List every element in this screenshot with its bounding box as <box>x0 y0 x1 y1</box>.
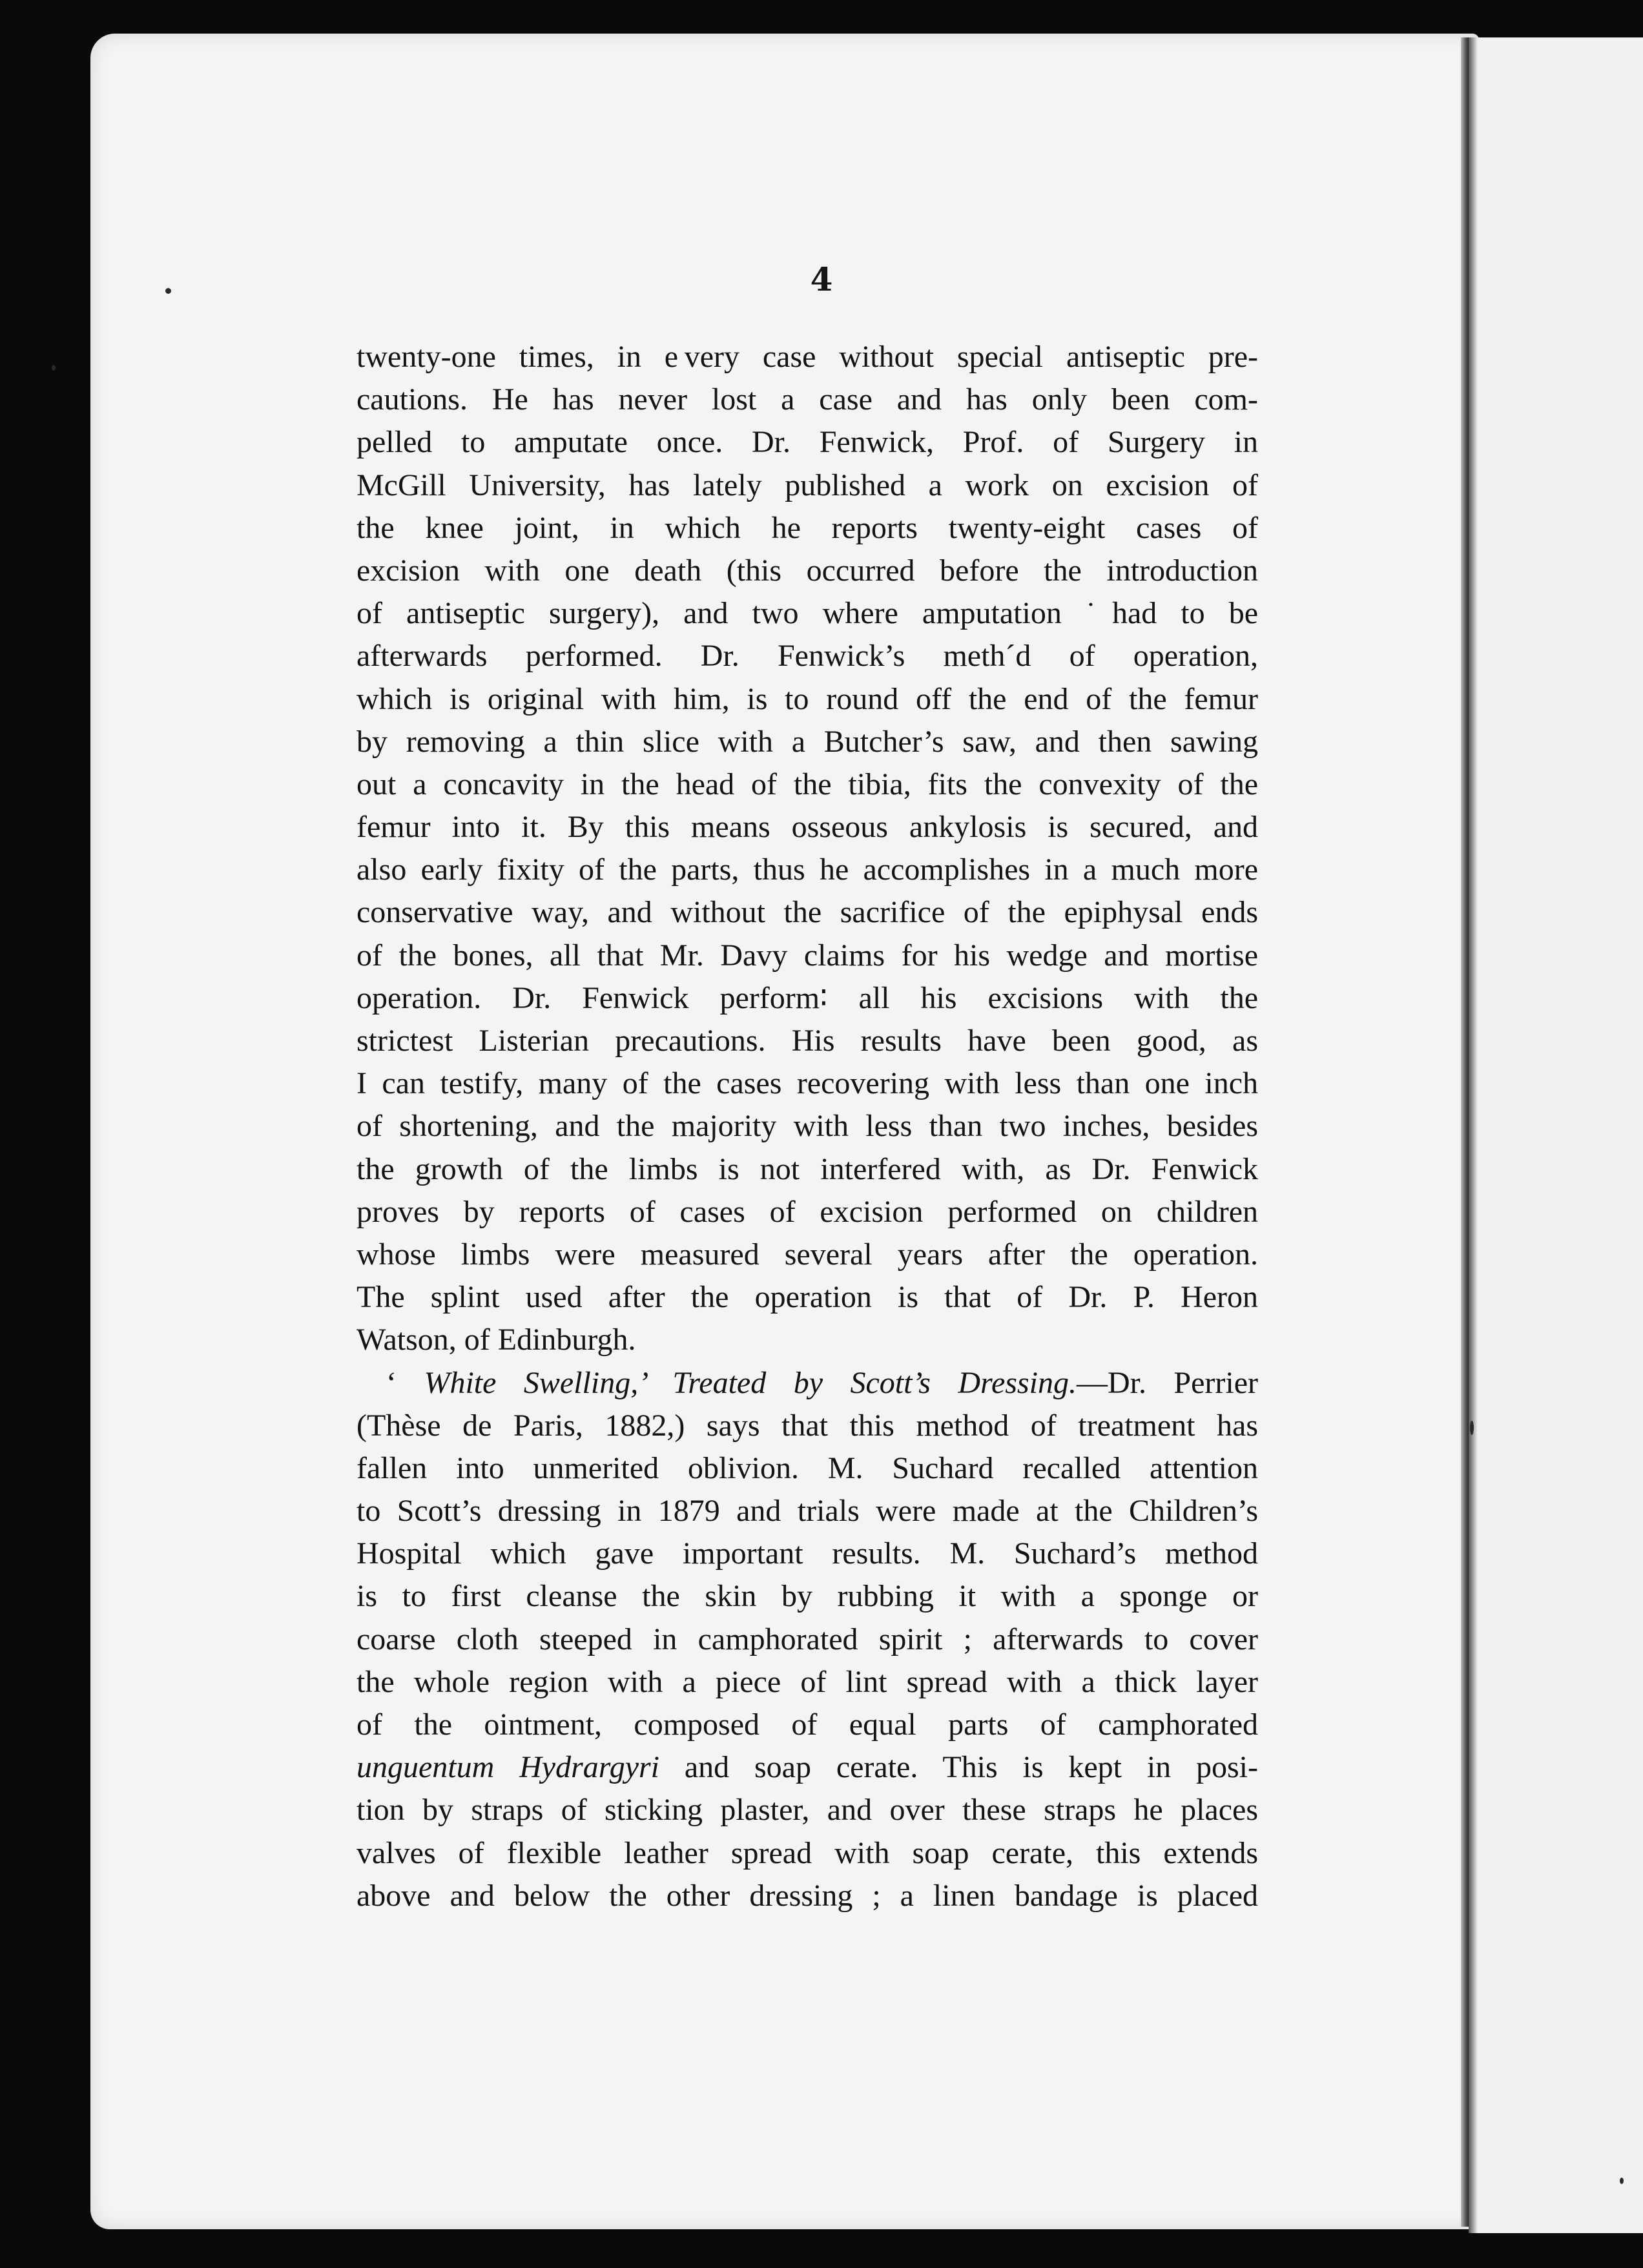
text-segment: twenty-one times, in e very case without special antiseptic pre- <box>356 340 1258 374</box>
text-segment: by removing a thin slice with a Butcher’s saw, and then sawing <box>356 724 1258 759</box>
text-line <box>356 1276 1258 1319</box>
adjacent-page-sliver <box>1469 37 1643 2233</box>
text-segment: of the bones, all that Mr. Davy claims for his wedge and mortise <box>356 938 1258 973</box>
text-segment: conservative way, and without the sacrifice of the epiphysal ends <box>356 895 1258 930</box>
text-line <box>356 934 1258 977</box>
text-line <box>356 1105 1258 1148</box>
text-line <box>356 1191 1258 1233</box>
text-segment: whose limbs were measured several years after the operation. <box>356 1237 1258 1272</box>
text-line <box>356 1875 1258 1917</box>
text-line <box>356 378 1258 421</box>
text-segment: tion by straps of sticking plaster, and over these straps he places <box>356 1793 1258 1828</box>
italic-text: White Swelling,’ Treated by Scott’s Dressing. <box>424 1365 1077 1400</box>
text-line <box>356 1832 1258 1875</box>
text-segment: cautions. He has never lost a case and has only been com- <box>356 382 1258 417</box>
text-line <box>356 1661 1258 1704</box>
page-number: 4 <box>810 260 833 298</box>
text-line <box>356 763 1258 806</box>
text-segment: —Dr. Perrier <box>1076 1365 1258 1400</box>
text-line <box>356 891 1258 934</box>
text-segment: ‘ <box>386 1365 424 1400</box>
text-segment: operation. Dr. Fenwick perform∶ all his excisions with the <box>356 980 1258 1015</box>
text-segment: of antiseptic surgery), and two where amputation ˙had to be <box>356 596 1258 631</box>
text-line <box>356 1704 1258 1746</box>
scan-speck <box>1620 2178 1624 2184</box>
text-line <box>356 1447 1258 1490</box>
text-segment: and soap cerate. This is kept in posi- <box>659 1750 1258 1785</box>
text-segment: which is original with him, is to round off the end of the femur <box>356 681 1258 716</box>
text-segment: afterwards performed. Dr. Fenwick’s meth´d of operation, <box>356 639 1258 674</box>
text-segment: is to first cleanse the skin by rubbing it with a sponge or <box>356 1579 1258 1614</box>
text-segment: of the ointment, composed of equal parts of camphorated <box>356 1707 1258 1742</box>
text-segment: excision with one death (this occurred before the introduction <box>356 553 1258 588</box>
text-line <box>356 592 1258 635</box>
text-line <box>356 1575 1258 1618</box>
text-line <box>356 977 1258 1020</box>
text-line <box>356 1020 1258 1062</box>
text-line <box>356 336 1258 378</box>
text-line <box>356 1148 1258 1191</box>
text-segment: fallen into unmerited oblivion. M. Suchard recalled attention <box>356 1450 1258 1485</box>
text-segment: the knee joint, in which he reports twenty-eight cases of <box>356 510 1258 545</box>
text-segment: pelled to amputate once. Dr. Fenwick, Prof. of Surgery in <box>356 425 1258 460</box>
text-line <box>356 849 1258 891</box>
text-line <box>356 635 1258 677</box>
text-line <box>356 507 1258 550</box>
text-segment: Watson, of Edinburgh. <box>356 1323 636 1357</box>
text-line <box>356 1490 1258 1532</box>
scan-speck <box>1470 1421 1474 1435</box>
text-line <box>356 721 1258 763</box>
text-segment: The splint used after the operation is that of Dr. P. Heron <box>356 1280 1258 1315</box>
text-segment: valves of flexible leather spread with soap cerate, this extends <box>356 1835 1258 1870</box>
text-line <box>356 1532 1258 1575</box>
text-segment: also early fixity of the parts, thus he accomplishes in a much more <box>356 852 1258 887</box>
text-segment: proves by reports of cases of excision performed on children <box>356 1194 1258 1229</box>
body-text <box>356 336 1258 1917</box>
text-line <box>356 550 1258 592</box>
text-line <box>356 806 1258 849</box>
text-segment: to Scott’s dressing in 1879 and trials were made at the Children’s <box>356 1494 1258 1529</box>
text-segment: out a concavity in the head of the tibia, fits the convexity of the <box>356 767 1258 801</box>
text-segment: strictest Listerian precautions. His results have been good, as <box>356 1024 1258 1058</box>
text-segment: McGill University, has lately published a work on excision of <box>356 468 1258 502</box>
text-segment: the whole region with a piece of lint spread with a thick layer <box>356 1664 1258 1699</box>
text-line <box>356 1062 1258 1105</box>
text-segment: femur into it. By this means osseous ankylosis is secured, and <box>356 810 1258 845</box>
text-line <box>356 1233 1258 1276</box>
text-segment: coarse cloth steeped in camphorated spirit ; afterwards to cover <box>356 1622 1258 1656</box>
text-line <box>356 421 1258 464</box>
text-line <box>356 1319 1258 1361</box>
text-line <box>356 464 1258 507</box>
text-segment: above and below the other dressing ; a linen bandage is placed <box>356 1878 1258 1913</box>
text-line <box>356 1789 1258 1831</box>
gutter-shadow <box>1469 37 1478 2233</box>
scan-speck <box>52 365 56 371</box>
text-line <box>356 1746 1258 1789</box>
text-line <box>356 678 1258 721</box>
text-segment: of shortening, and the majority with less than two inches, besides <box>356 1109 1258 1144</box>
text-segment: (Thèse de Paris, 1882,) says that this method of treatment has <box>356 1408 1258 1443</box>
text-segment: Hospital which gave important results. M. Suchard’s method <box>356 1536 1258 1571</box>
text-segment: I can testify, many of the cases recovering with less than one inch <box>356 1066 1258 1101</box>
text-line <box>356 1618 1258 1661</box>
text-segment: the growth of the limbs is not interfered with, as Dr. Fenwick <box>356 1151 1258 1186</box>
page-gutter-edge <box>1461 37 1469 2227</box>
italic-text: unguentum Hydrargyri <box>356 1750 660 1785</box>
text-line <box>356 1405 1258 1447</box>
text-line <box>356 1362 1258 1405</box>
